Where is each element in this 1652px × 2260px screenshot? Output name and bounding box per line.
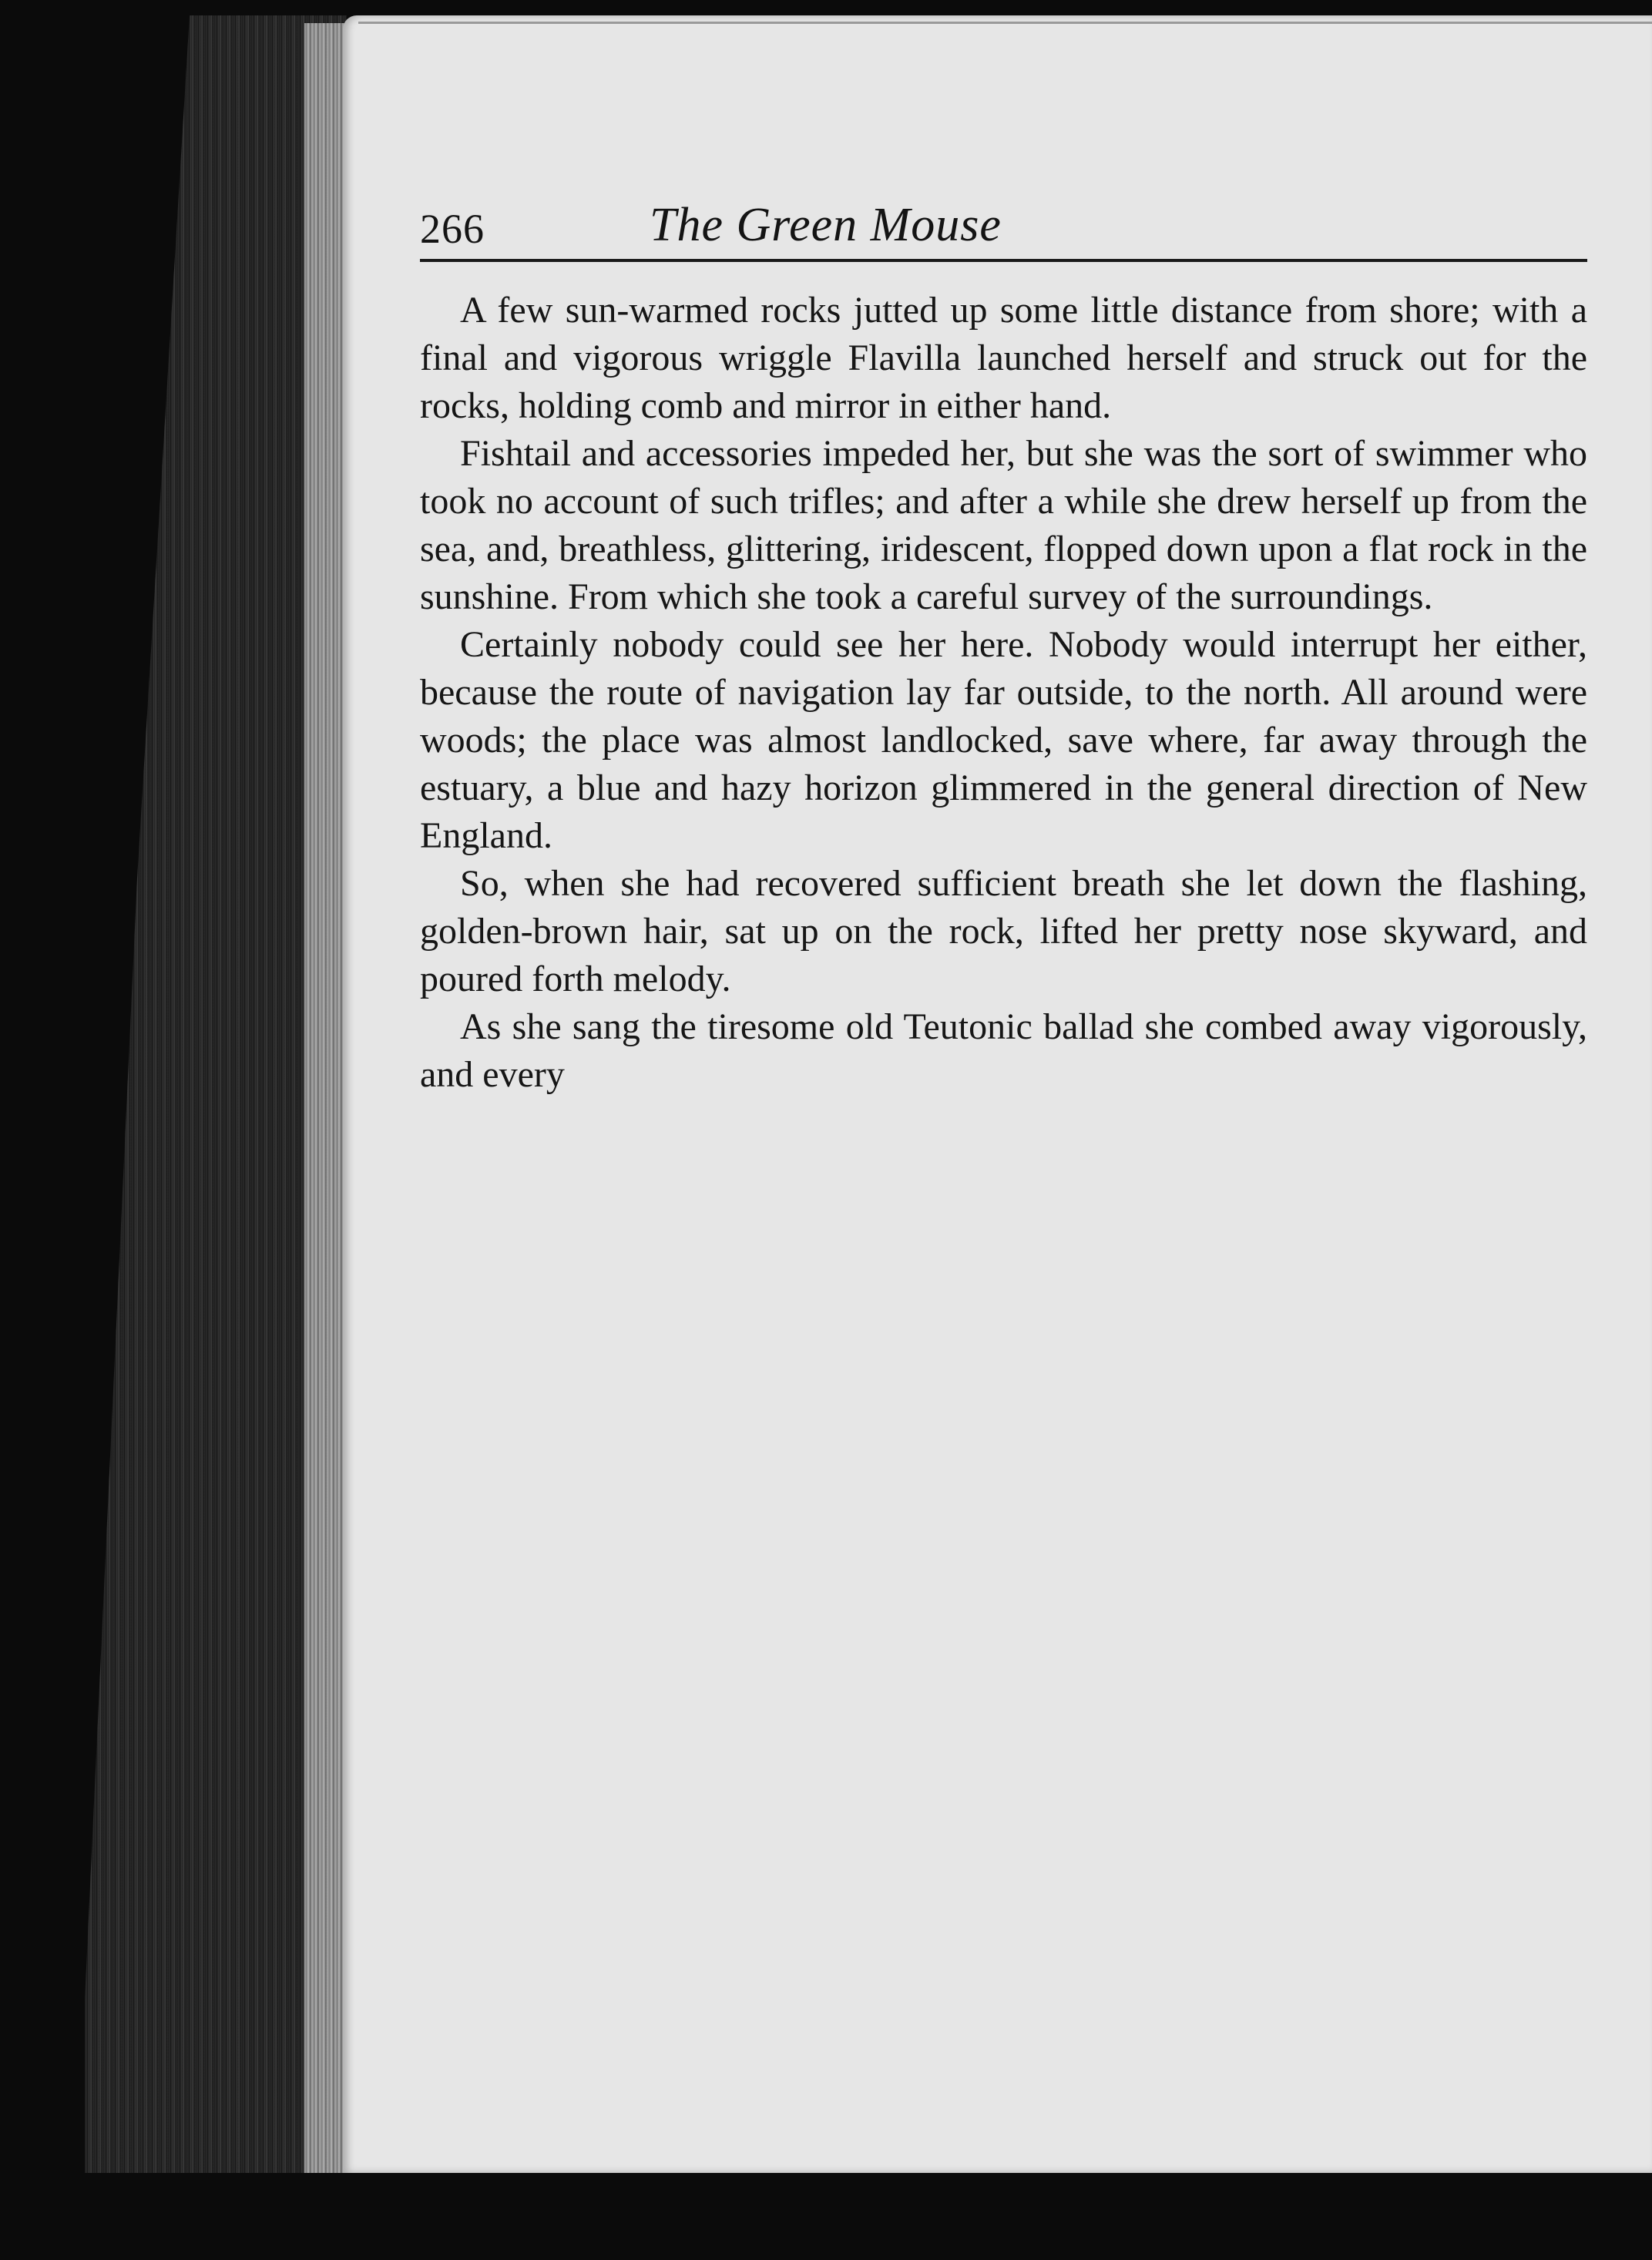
page-number: 266 (420, 206, 485, 252)
paragraph: A few sun-warmed rocks jutted up some little distance from shore; with a final and vigorous wriggle Flavilla launched herself and struck out for the rocks, holding comb and mirror in either hand. (420, 290, 1587, 426)
page-header (420, 179, 1587, 253)
paragraph: As she sang the tiresome old Teutonic ballad she combed away vigorously, and every (420, 1006, 1587, 1095)
body-text (420, 287, 1587, 1099)
running-title: The Green Mouse (650, 199, 1002, 251)
paragraph: Certainly nobody could see her here. Nobody would interrupt her either, because the route of navigation lay far outside, to the north. All around were woods; the place was almost landlocked, save where, far away through the estuary, a blue and hazy horizon glimmered in the general direction of New England. (420, 624, 1587, 856)
paragraph: Fishtail and accessories impeded her, but she was the sort of swimmer who took no account of such trifles; and after a while she drew herself up from the sea, and, breathless, glittering, iridescent, flopped down upon a flat rock in the sunshine. From which she took a careful survey of the surroundings. (420, 433, 1587, 617)
paragraph: So, when she had recovered sufficient breath she let down the flashing, golden-brown hair, sat up on the rock, lifted her pretty nose skyward, and poured forth melody. (420, 863, 1587, 999)
header-rule (420, 259, 1587, 262)
